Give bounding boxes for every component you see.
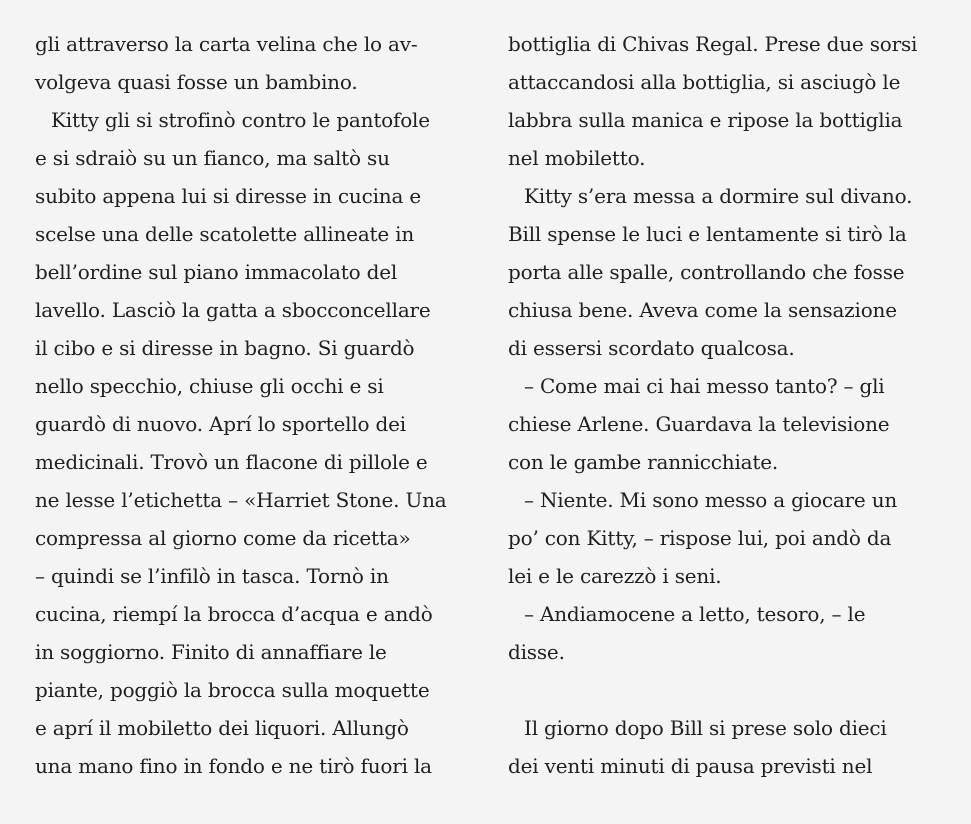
text-line: con le gambe rannicchiate. [508,450,779,474]
text-line: attaccandosi alla bottiglia, si asciugò le [508,70,901,94]
text-line: lavello. Lasciò la gatta a sbocconcellare [35,298,431,322]
text-line: disse. [508,640,565,664]
text-line: Kitty s’era messa a dormire sul divano. [524,184,913,208]
text-line: – quindi se l’infilò in tasca. Tornò in [35,564,389,588]
text-line: Il giorno dopo Bill si prese solo dieci [524,716,887,740]
text-line: dei venti minuti di pausa previsti nel [508,754,873,778]
text-line: nello specchio, chiuse gli occhi e si [35,374,384,398]
text-line: lei e le carezzò i seni. [508,564,722,588]
text-line: di essersi scordato qualcosa. [508,336,795,360]
text-line: – Come mai ci hai messo tanto? – gli [524,374,885,398]
text-line: compressa al giorno come da ricetta» [35,526,411,550]
right-text-column [508,25,938,785]
text-line: una mano fino in fondo e ne tirò fuori la [35,754,432,778]
text-line: volgeva quasi fosse un bambino. [35,70,358,94]
text-line: Bill spense le luci e lentamente si tirò la [508,222,907,246]
text-line: e si sdraiò su un fianco, ma saltò su [35,146,390,170]
text-line: piante, poggiò la brocca sulla moquette [35,678,430,702]
text-line: po’ con Kitty, – rispose lui, poi andò da [508,526,892,550]
text-line: bell’ordine sul piano immacolato del [35,260,398,284]
text-line: e aprí il mobiletto dei liquori. Allungò [35,716,409,740]
text-line: Kitty gli si strofinò contro le pantofole [51,108,430,132]
text-line: chiusa bene. Aveva come la sensazione [508,298,897,322]
paragraph-break [508,671,938,709]
text-line: cucina, riempí la brocca d’acqua e andò [35,602,433,626]
text-line: chiese Arlene. Guardava la televisione [508,412,890,436]
text-line: in soggiorno. Finito di annaffiare le [35,640,387,664]
text-line: subito appena lui si diresse in cucina e [35,184,421,208]
text-line: medicinali. Trovò un flacone di pillole e [35,450,428,474]
text-line: nel mobiletto. [508,146,646,170]
text-line: scelse una delle scatolette allineate in [35,222,415,246]
text-line: guardò di nuovo. Aprí lo sportello dei [35,412,406,436]
text-line: bottiglia di Chivas Regal. Prese due sorsi [508,32,918,56]
text-line: ne lesse l’etichetta – «Harriet Stone. Una [35,488,447,512]
left-text-column [35,25,465,785]
text-line: – Andiamocene a letto, tesoro, – le [524,602,866,626]
text-line: il cibo e si diresse in bagno. Si guardò [35,336,415,360]
text-line: – Niente. Mi sono messo a giocare un [524,488,898,512]
text-line: gli attraverso la carta velina che lo av- [35,32,418,56]
text-line: labbra sulla manica e ripose la bottiglia [508,108,903,132]
text-line: porta alle spalle, controllando che fosse [508,260,905,284]
